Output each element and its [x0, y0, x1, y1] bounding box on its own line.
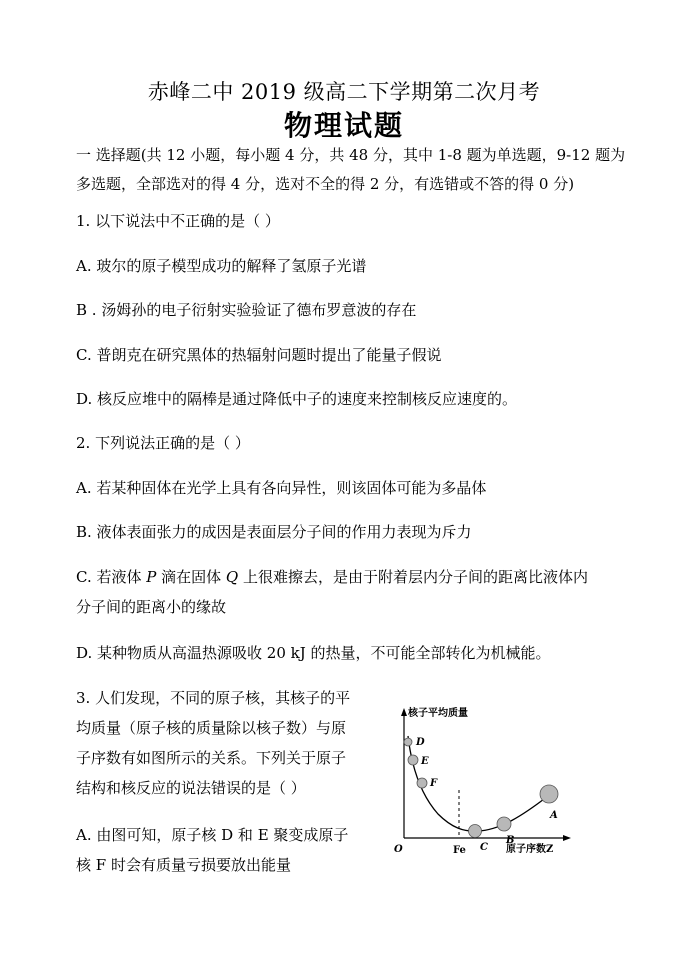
q3-stem-line-1: 3. 人们发现，不同的原子核，其核子的平 — [76, 689, 351, 707]
point-c — [469, 825, 482, 838]
q3-stem-line-2: 均质量（原子核的质量除以核子数）与原 — [76, 719, 347, 737]
q2-stem: 2. 下列说法正确的是（ ） — [76, 434, 250, 452]
q2-option-d: D. 某种物质从高温热源吸收 20 kJ 的热量，不可能全部转化为机械能。 — [76, 644, 551, 662]
mass-curve — [408, 736, 548, 831]
q2-option-c: C. 若液体 P 滴在固体 Q 上很难擦去，是由于附着层内分子间的距离比液体内 — [76, 568, 588, 586]
nucleon-mass-figure — [392, 700, 572, 870]
point-d — [404, 738, 412, 746]
q3-option-a-line-2: 核 F 时会有质量亏损要放出能量 — [76, 856, 291, 874]
point-a — [540, 785, 558, 803]
x-axis-arrow — [563, 835, 571, 841]
point-d-label: D — [416, 737, 425, 748]
q3-stem-line-4: 结构和核反应的说法错误的是（ ） — [76, 779, 306, 797]
point-b-label: B — [506, 835, 515, 846]
exam-subject: 物理试题 — [283, 109, 404, 142]
point-c-label: C — [480, 842, 488, 853]
q3-option-a-line-1: A. 由图可知，原子核 D 和 E 聚变成原子 — [76, 826, 349, 844]
y-axis-label: 核子平均质量 — [408, 708, 468, 719]
fe-label: Fe — [453, 845, 466, 856]
x-axis-label: 原子序数Z — [506, 844, 554, 855]
point-f — [417, 778, 427, 788]
exam-title: 赤峰二中 2019 级高二下学期第二次月考 — [147, 80, 541, 104]
q1-option-b: B . 汤姆孙的电子衍射实验验证了德布罗意波的存在 — [76, 301, 417, 319]
q1-option-c: C. 普朗克在研究黑体的热辐射问题时提出了能量子假说 — [76, 346, 442, 364]
point-f-label: F — [430, 778, 438, 789]
q2-option-b: B. 液体表面张力的成因是表面层分子间的作用力表现为斥力 — [76, 523, 472, 541]
point-b — [497, 817, 511, 831]
q1-option-d: D. 核反应堆中的隔棒是通过降低中子的速度来控制核反应速度的。 — [76, 390, 518, 408]
q2-option-a: A. 若某种固体在光学上具有各向异性，则该固体可能为多晶体 — [76, 479, 487, 497]
q1-option-a: A. 玻尔的原子模型成功的解释了氢原子光谱 — [76, 257, 367, 275]
y-axis-arrow — [401, 708, 407, 716]
origin-label: O — [394, 844, 403, 855]
point-e — [408, 755, 418, 765]
instructions-line-1: 一 选择题(共 12 小题，每小题 4 分，共 48 分，其中 1-8 题为单选题，9-12 题为 — [76, 146, 626, 164]
q1-stem: 1. 以下说法中不正确的是（ ） — [76, 212, 280, 230]
q2-option-c-cont: 分子间的距离小的缘故 — [76, 598, 227, 616]
point-e-label: E — [421, 756, 429, 767]
q3-stem-line-3: 子序数有如图所示的关系。下列关于原子 — [76, 749, 347, 767]
point-a-label: A — [550, 810, 558, 821]
instructions-line-2: 多选题，全部选对的得 4 分，选对不全的得 2 分，有选错或不答的得 0 分) — [76, 175, 575, 193]
